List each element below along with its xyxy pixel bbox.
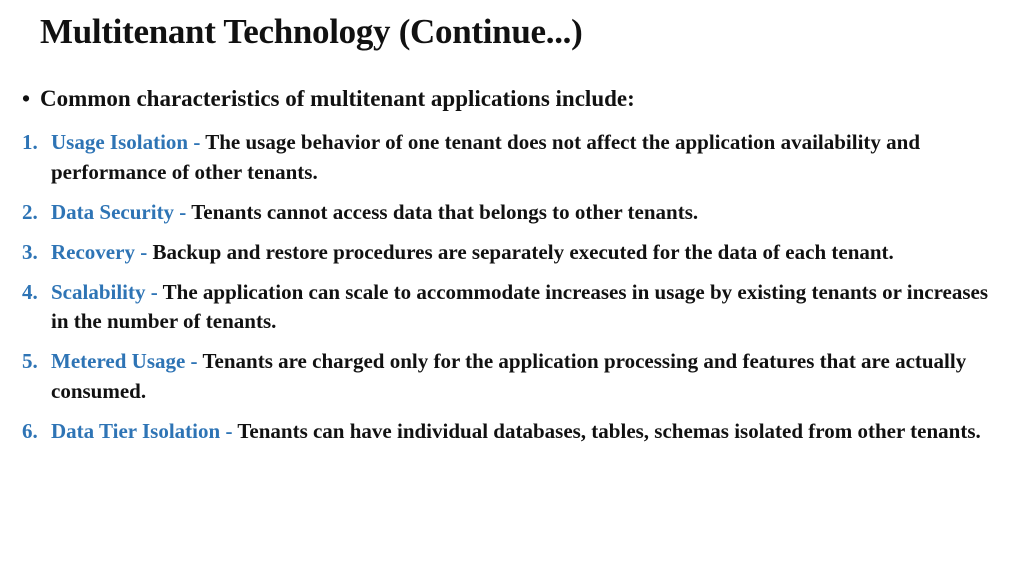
page-title: Multitenant Technology (Continue...)	[40, 12, 583, 51]
characteristics-list	[22, 128, 992, 457]
list-item-term: Data Tier Isolation -	[51, 418, 233, 443]
list-item-number: 3.	[22, 239, 38, 264]
list-item-number: 1.	[22, 130, 38, 154]
list-item-number: 6.	[22, 418, 38, 443]
list-item-usage-isolation	[22, 128, 992, 187]
list-item-term: Metered Usage -	[51, 349, 198, 373]
intro-text: Common characteristics of multitenant applications include:	[40, 86, 635, 111]
list-item-number: 5.	[22, 349, 38, 373]
list-item-number: 4.	[22, 279, 38, 304]
list-item-recovery	[22, 238, 992, 268]
list-item-description: Tenants cannot access data that belongs to other tenants.	[191, 199, 699, 224]
list-item-scalability	[22, 278, 992, 337]
list-item-metered-usage	[22, 347, 992, 406]
list-item-term: Usage Isolation -	[51, 130, 201, 154]
list-item-data-security	[22, 198, 992, 228]
list-item-term: Recovery -	[51, 239, 148, 264]
list-item-term: Scalability -	[51, 279, 158, 304]
intro-line	[22, 86, 635, 112]
list-item-data-tier-isolation	[22, 417, 992, 447]
list-item-description: Tenants are charged only for the application processing and features that are actually consumed.	[51, 349, 967, 403]
list-item-description: Tenants can have individual databases, tables, schemas isolated from other tenants.	[237, 418, 981, 443]
list-item-description: The application can scale to accommodate increases in usage by existing tenants or increases in the number of tenants.	[51, 279, 989, 333]
list-item-description: Backup and restore procedures are separately executed for the data of each tenant.	[152, 239, 894, 264]
list-item-term: Data Security -	[51, 199, 187, 224]
bullet-icon: •	[22, 86, 31, 111]
list-item-number: 2.	[22, 199, 38, 224]
list-item-description: The usage behavior of one tenant does not affect the application availability and performance of other tenants.	[51, 130, 921, 184]
